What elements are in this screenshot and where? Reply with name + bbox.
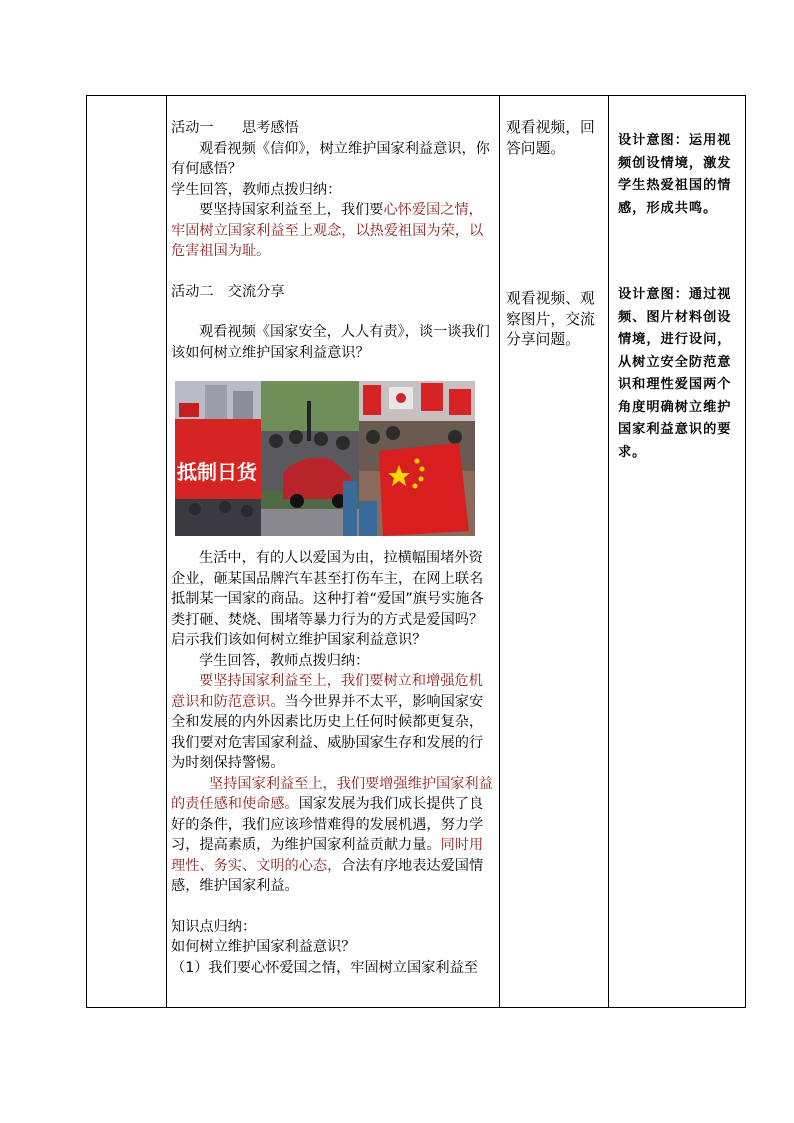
activity2-scenario: 生活中，有的人以爱国为由，拉横幅围堵外资企业，砸某国品牌汽车甚至打伤车主，在网上联名抵制某一国家的商品。这种打着“爱国”旗号实施各类打砸、焚烧、围堵等暴力行为的方式是爱国吗？启示我们该如何树立维护国家利益意识？ xyxy=(171,550,484,648)
activity2-prompt: 观看视频《国家安全，人人有责》，谈一谈我们该如何树立维护国家利益意识？ xyxy=(171,324,490,361)
empty-section-cell xyxy=(87,96,167,1008)
point2-detail-2: 合法有序地表达爱国情感，维护国家利益。 xyxy=(171,857,484,894)
design-intent-2: 设计意图：通过视频、图片材料创设情境，进行设问，从树立安全防范意识和理性爱国两个角度明确树立维护国家利益意识的要求。 xyxy=(618,287,732,460)
lesson-plan-table xyxy=(86,95,746,1008)
point1-detail: 当今世界并不太平，影响国家安全和发展的内外因素比历史上任何时候都更复杂，我们要对危害国家利益、威胁国家生存和发展的行为时刻保持警惕。 xyxy=(171,693,484,771)
protest-photo-flag xyxy=(359,381,475,536)
point2-highlight: 坚持国家利益至上，我们要增强维护国家利益的责任感和使命感。 xyxy=(171,775,493,812)
design-intent-1: 设计意图：运用视频创设情境，激发学生热爱祖国的情感，形成共鸣。 xyxy=(618,133,732,216)
knowledge-title: 知识点归纳： xyxy=(171,918,257,935)
protest-photos xyxy=(175,381,475,536)
activity1-answer-intro: 学生回答，教师点拨归纳： xyxy=(171,181,342,198)
banner-text: 抵制日货 xyxy=(177,460,257,484)
activity2-point1 xyxy=(171,671,493,774)
activity2-answer-intro: 学生回答，教师点拨归纳： xyxy=(199,652,370,669)
point2-highlight-2: 同时用理性、务实、文明的心态， xyxy=(171,837,484,874)
activity1-summary-highlight: 心怀爱国之情，牢固树立国家利益至上观念，以热爱祖国为荣，以危害祖国为耻。 xyxy=(171,202,484,259)
knowledge-item1: （1）我们要心怀爱国之情，牢固树立国家利益至 xyxy=(171,959,478,976)
activity1-prompt: 观看视频《信仰》，树立维护国家利益意识，你有何感悟？ xyxy=(171,140,490,177)
table-row xyxy=(87,96,746,1008)
student-activity-cell xyxy=(500,96,609,1008)
activity2-point2 xyxy=(171,774,493,897)
protest-photo-banner xyxy=(175,381,261,536)
activity1-title: 活动一 思考感悟 xyxy=(171,120,299,136)
point1-highlight: 要坚持国家利益至上，我们要树立和增强危机意识和防范意识。 xyxy=(171,673,483,710)
point2-detail: 国家发展为我们成长提供了良好的条件，我们应该珍惜难得的发展机遇，努力学习，提高素质，为维护国家利益贡献力量。 xyxy=(171,796,484,853)
student-activity-1: 观看视频，回答问题。 xyxy=(506,119,595,157)
protest-photo-car xyxy=(261,381,359,536)
activity1-summary-lead: 要坚持国家利益至上，我们要 xyxy=(199,202,384,218)
knowledge-question: 如何树立维护国家利益意识？ xyxy=(171,939,356,955)
teaching-process-cell xyxy=(167,96,500,1008)
student-activity-2: 观看视频、观察图片，交流分享问题。 xyxy=(506,290,595,348)
activity2-title: 活动二 交流分享 xyxy=(171,283,285,300)
design-intent-cell xyxy=(609,96,746,1008)
activity1-summary xyxy=(171,200,493,262)
